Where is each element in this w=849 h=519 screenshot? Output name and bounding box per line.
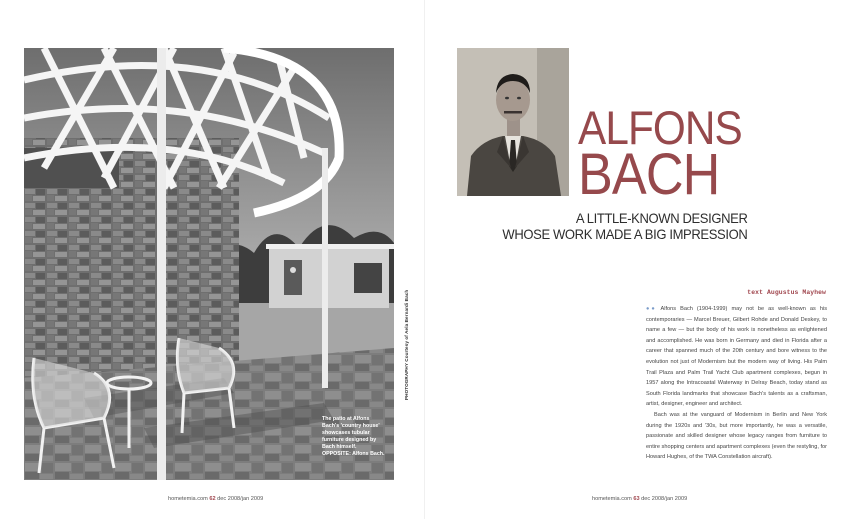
body-paragraph-2: Bach was at the vanguard of Modernism in Berlin and New York during the 1920s and '30s, but more importantly, he was a versatile, passionate and skilled designer whose legacy ranges from furniture to entire shopping centers and apartment complexes (even the restyling, for Howard Hughes, of the TWA Constellation aircraft). [646, 411, 827, 461]
photo-caption: The patio at Alfons Bach's 'country house' showcases tubular furniture designed by Bach himself. OPPOSITE: Alfons Bach. [322, 416, 385, 457]
page-gutter [424, 0, 425, 519]
folio-page-number: 63 [633, 496, 640, 502]
article-body [646, 304, 827, 463]
folio-page-number: 62 [209, 496, 216, 502]
folio-left [168, 496, 263, 502]
folio-date: dec 2008/jan 2009 [641, 496, 688, 502]
body-paragraph-1 [646, 304, 827, 410]
byline: text Augustus Mayhew [747, 289, 826, 296]
folio-date: dec 2008/jan 2009 [217, 496, 264, 502]
lead-marks: ●● [646, 306, 657, 312]
subhead-line-1: A LITTLE-KNOWN DESIGNER [575, 210, 747, 226]
folio-site: hometemia.com [168, 496, 208, 502]
headline-last-name: BACH [578, 142, 720, 207]
photo-credit: PHOTOGRAPHY Courtesy of Aela Bernardi Bach [404, 289, 409, 400]
folio-right [592, 496, 687, 502]
folio-site: hometemia.com [592, 496, 632, 502]
subhead-line-2: WHOSE WORK MADE A BIG IMPRESSION [502, 226, 747, 242]
portrait-photo [457, 48, 569, 196]
body-paragraph-1-text: Alfons Bach (1904-1999) may not be as well-known as his contemporaries — Marcel Breuer, Gilbert Rohde and Donald Deskey, to name a few — but the body of his work is nonetheless as enlightened and accomplished. He was born in Germany and died in Florida after a career that spanned much of the 20th century and bore witness to the evolution not just of Modernism but the modern way of living. His Palm Trail Plaza and Palm Trail Yacht Club apartment complexes, begun in 1957 along the Intracoastal Waterway in Delray Beach, today stand as South Florida landmarks that showcase Bach's talents as a craftsman, artist, designer, engineer and architect. [646, 306, 827, 408]
headline-first-name: ALFONS [578, 101, 742, 154]
